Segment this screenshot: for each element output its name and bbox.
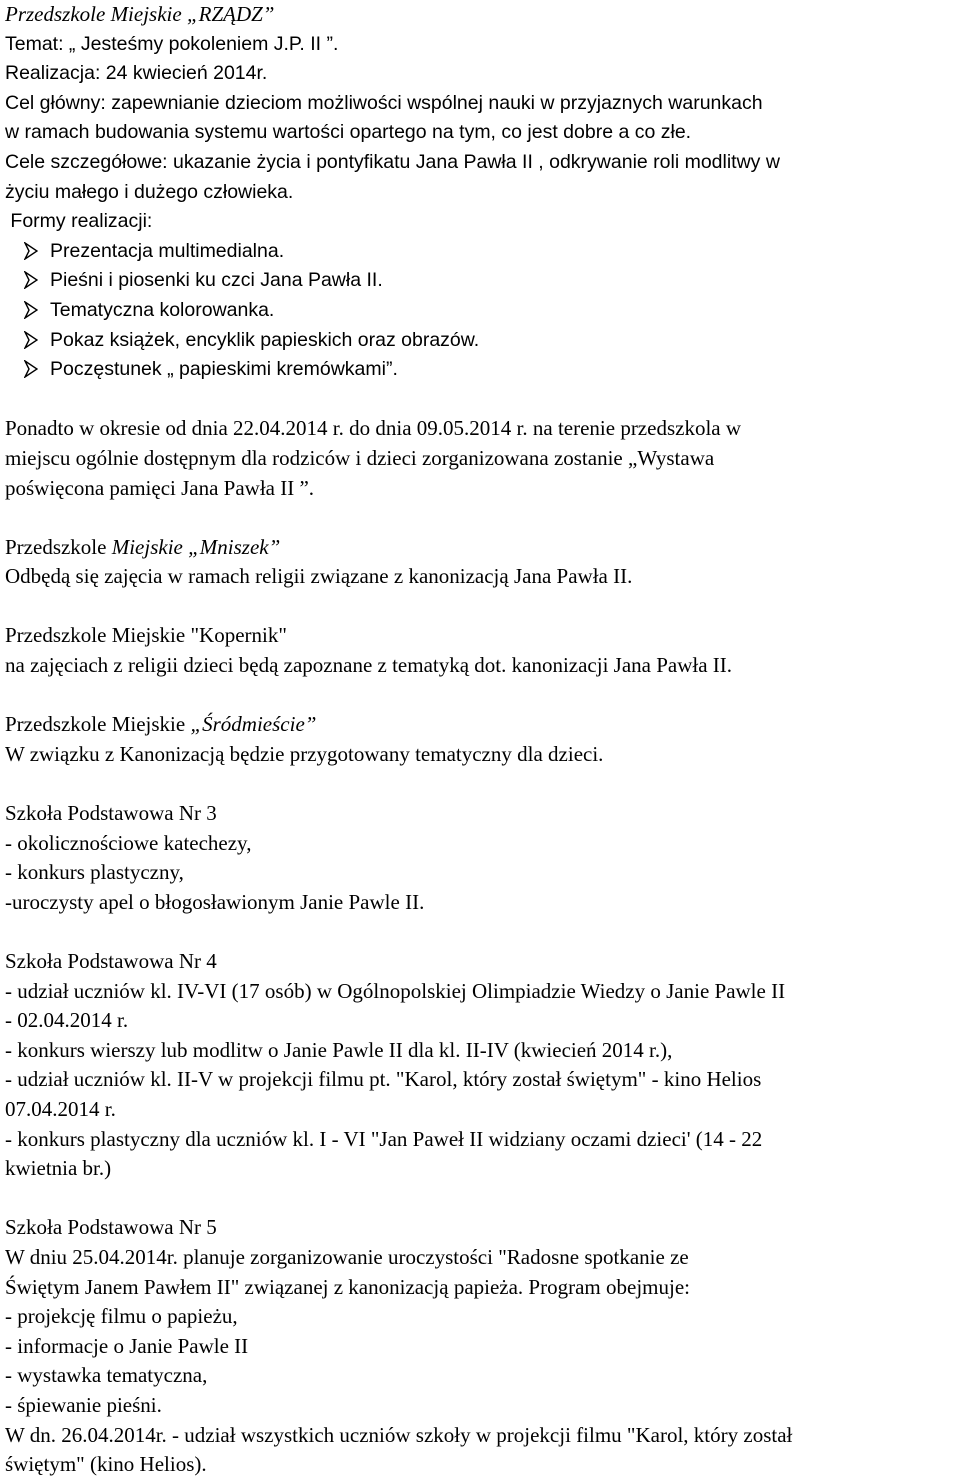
exhibition-line-3: poświęcona pamięci Jana Pawła II ”. — [5, 475, 315, 500]
spacer — [5, 681, 960, 711]
list-item — [50, 237, 960, 267]
school-heading-sp5 — [5, 1213, 960, 1243]
sp3-line: - okolicznościowe katechezy, — [5, 830, 252, 855]
school-heading-number: Podstawowa Nr 5 — [62, 1215, 217, 1240]
detail-goals-line-1: Cele szczegółowe: ukazanie życia i pontyfikatu Jana Pawła II , odkrywanie roli modlitwy w — [5, 150, 780, 173]
sp4-line: - 02.04.2014 r. — [5, 1008, 129, 1033]
spacer — [5, 769, 960, 799]
sp4-line: - udział uczniów kl. IV-VI (17 osób) w Ogólnopolskiej Olimpiadzie Wiedzy o Janie Pawle II — [5, 978, 786, 1003]
sp4-line: kwietnia br.) — [5, 1156, 112, 1181]
list-item — [50, 296, 960, 326]
sp5-line: Świętym Janem Pawłem II" związanej z kanonizacją papieża. Program obejmuje: — [5, 1274, 690, 1299]
form-item-label: Pokaz książek, encyklik papieskich oraz obrazów. — [50, 328, 480, 351]
school-heading-name: Miejskie „Mniszek” — [111, 534, 281, 559]
sp4-line: - konkurs wierszy lub modlitw o Janie Pawle II dla kl. II-IV (kwiecień 2014 r.), — [5, 1037, 673, 1062]
exhibition-line-1: Ponadto w okresie od dnia 22.04.2014 r. do dnia 09.05.2014 r. na terenie przedszkola w — [5, 416, 742, 441]
school-heading-sp4 — [5, 947, 960, 977]
school-heading-prefix: Szkoła Podstawowa — [5, 949, 174, 973]
list-item — [50, 326, 960, 356]
kopernik-text: na zajęciach z religii dzieci będą zapoznane z tematyką dot. kanonizacji Jana Pawła II. — [5, 653, 733, 678]
arrow-bullet-icon — [20, 355, 42, 385]
arrow-bullet-icon — [20, 296, 42, 326]
sp5-line: W dniu 25.04.2014r. planuje zorganizowanie uroczystości "Radosne spotkanie ze — [5, 1244, 689, 1269]
form-item-label: Pieśni i piosenki ku czci Jana Pawła II. — [50, 269, 383, 292]
sp5-line: - informacje o Janie Pawle II — [5, 1333, 249, 1358]
school-heading-kopernik: Przedszkole Miejskie "Kopernik" — [5, 623, 287, 648]
spacer — [5, 917, 960, 947]
school-heading-prefix: Przedszkole Miejskie — [5, 712, 191, 737]
sp5-line: świętym" (kino Helios). — [5, 1452, 207, 1477]
sp3-line: -uroczysty apel o błogosławionym Janie Pawle II. — [5, 889, 425, 914]
school-heading-mniszek — [5, 533, 960, 563]
form-item-label: Prezentacja multimedialna. — [50, 239, 285, 262]
arrow-bullet-icon — [20, 266, 42, 296]
school-heading-number: Nr 4 — [173, 949, 217, 973]
section-rzadz — [5, 0, 960, 503]
topic-line: Temat: „ Jesteśmy pokoleniem J.P. II ”. — [5, 32, 339, 55]
school-heading-rzadz: Przedszkole Miejskie „RZĄDZ” — [5, 2, 275, 26]
section-srodmiescie — [5, 710, 960, 769]
school-heading-sp3: Szkoła Podstawowa Nr 3 — [5, 801, 217, 826]
section-sp5 — [5, 1213, 960, 1479]
srodmiescie-text: W związku z Kanonizacją będzie przygotowany tematyczny dla dzieci. — [5, 741, 604, 766]
school-heading-srodmiescie — [5, 710, 960, 740]
section-sp3 — [5, 799, 960, 917]
mniszek-text: Odbędą się zajęcia w ramach religii związane z kanonizacją Jana Pawła II. — [5, 564, 633, 589]
list-item — [50, 266, 960, 296]
spacer — [5, 1184, 960, 1214]
arrow-bullet-icon — [20, 237, 42, 267]
form-item-label: Tematyczna kolorowanka. — [50, 298, 275, 321]
sp5-line: W dn. 26.04.2014r. - udział wszystkich uczniów szkoły w projekcji filmu "Karol, który został — [5, 1422, 793, 1447]
sp4-line: 07.04.2014 r. — [5, 1096, 116, 1121]
forms-label: Formy realizacji: — [5, 210, 153, 233]
sp3-line: - konkurs plastyczny, — [5, 860, 184, 885]
detail-goals-line-2: życiu małego i dużego człowieka. — [5, 180, 294, 203]
school-heading-name: „Śródmieście” — [190, 712, 317, 737]
date-line: Realizacja: 24 kwiecień 2014r. — [5, 62, 268, 85]
forms-list — [5, 237, 960, 385]
sp5-line: - śpiewanie pieśni. — [5, 1392, 162, 1417]
school-heading-prefix: Przedszkole — [5, 534, 112, 559]
sp4-line: - konkurs plastyczny dla uczniów kl. I - VI "Jan Paweł II widziany oczami dzieci' (14 - 22 — [5, 1126, 763, 1151]
section-mniszek — [5, 533, 960, 592]
arrow-bullet-icon — [20, 326, 42, 356]
main-goal-line-2: w ramach budowania systemu wartości opartego na tym, co jest dobre a co złe. — [5, 121, 692, 144]
section-kopernik — [5, 621, 960, 680]
form-item-label: Poczęstunek „ papieskimi kremówkami”. — [50, 358, 398, 381]
exhibition-line-2: miejscu ogólnie dostępnym dla rodziców i dzieci zorganizowana zostanie „Wystawa — [5, 445, 715, 470]
spacer — [5, 385, 960, 415]
spacer — [5, 592, 960, 622]
main-goal-line-1: Cel główny: zapewnianie dzieciom możliwości wspólnej nauki w przyjaznych warunkach — [5, 91, 763, 114]
spacer — [5, 503, 960, 533]
list-item — [50, 355, 960, 385]
sp5-line: - wystawka tematyczna, — [5, 1363, 208, 1388]
school-heading-prefix: Szkoła — [5, 1215, 63, 1240]
sp4-line: - udział uczniów kl. II-V w projekcji filmu pt. "Karol, który został świętym" - kino Helios — [5, 1067, 762, 1092]
section-sp4 — [5, 947, 960, 1184]
sp5-line: - projekcję filmu o papieżu, — [5, 1304, 238, 1329]
